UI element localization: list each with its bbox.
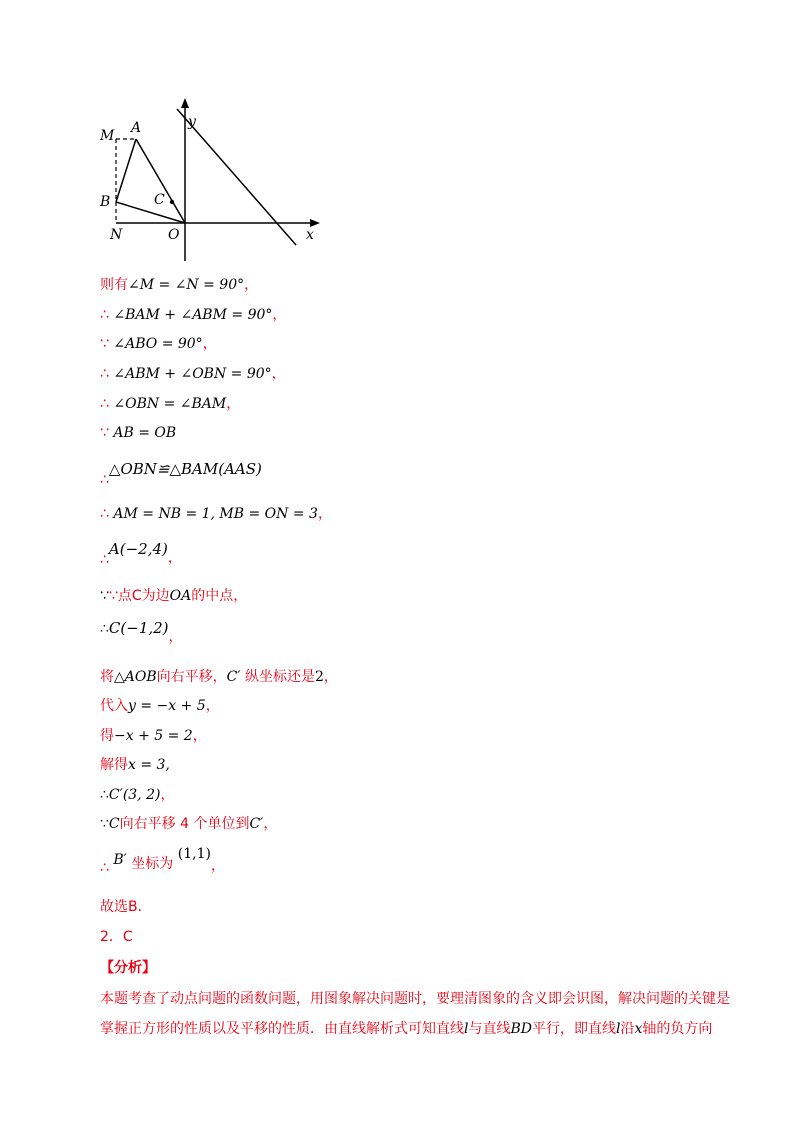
because-symbol: ∵	[100, 588, 109, 604]
math-l: l	[464, 1021, 469, 1037]
shift-num: 4	[180, 816, 190, 832]
label-y: y	[188, 114, 196, 130]
math-expression: ∠M = ∠N = 90°	[128, 277, 245, 293]
proof-line	[100, 275, 258, 295]
label-c: C	[154, 192, 165, 208]
translate-text: 向右平移，	[156, 669, 227, 685]
line-prefix: ∵	[100, 816, 109, 832]
math-bd: BD	[510, 1021, 532, 1037]
line-suffix: ，	[167, 550, 182, 566]
shift-end: 个单位到	[193, 816, 250, 832]
line-prefix: ∴	[100, 860, 109, 876]
proof-line	[100, 334, 217, 354]
proof-line	[100, 394, 240, 414]
math-expression: △OBN≌△BAM(AAS)	[108, 460, 262, 478]
proof-line	[100, 846, 225, 874]
line-suffix: ，	[205, 698, 220, 714]
line-suffix: ，	[168, 629, 183, 645]
math-expression: AB = OB	[113, 425, 177, 441]
value-two: 2	[315, 669, 324, 685]
proof-line	[100, 586, 247, 606]
line-suffix: ，	[192, 728, 207, 744]
math-expression: A(−2,4)	[108, 540, 168, 558]
label-a: A	[131, 120, 142, 136]
math-expression: ∠BAM + ∠ABM = 90°	[113, 307, 273, 323]
proof-line	[100, 364, 286, 384]
answer-choice: 故选B．	[100, 899, 152, 915]
line-prefix: ∴	[100, 366, 109, 382]
analysis-text: 本题考查了动点问题的函数问题，用图象解决问题时，要理清图象的含义即会识图，解决问题的关键是掌握正方形的性质以及平移的性质．由直线解析式可知直线	[100, 991, 730, 1037]
math-expression: −x + 5 = 2	[114, 728, 193, 744]
analysis-text-4: 沿	[620, 1021, 635, 1037]
coord-value: (1,1)	[177, 846, 211, 862]
math-expression: y = −x + 5	[128, 698, 206, 714]
math-l-2: l	[616, 1021, 621, 1037]
math-expression: B′	[113, 852, 127, 868]
line-suffix: ，	[317, 506, 332, 522]
label-m: M	[100, 128, 115, 144]
proof-line	[100, 696, 220, 716]
math-expression: x = 3,	[128, 757, 170, 773]
line-prefix: ∴	[100, 552, 109, 568]
proof-line	[100, 667, 338, 687]
proof-line	[100, 785, 174, 805]
line-suffix: ，	[226, 396, 241, 412]
proof-line	[100, 614, 183, 643]
line-prefix: ∴	[100, 506, 109, 522]
line-prefix: 解得	[100, 757, 128, 773]
line-suffix: ，	[263, 816, 278, 832]
math-expression: ∠OBN = ∠BAM	[113, 396, 227, 412]
math-expression: C′(3, 2)	[108, 787, 161, 803]
analysis-text-2: 与直线	[468, 1021, 511, 1037]
analysis-paragraph	[100, 984, 740, 1044]
question-number: 2．C	[100, 929, 133, 945]
point-c	[170, 200, 174, 204]
analysis-text-5: 轴的负方向	[642, 1021, 713, 1037]
proof-line	[100, 814, 277, 834]
math-expression: C	[108, 816, 120, 832]
proof-line	[100, 455, 262, 488]
proof-line	[100, 305, 286, 325]
line-prefix: ∵点	[108, 588, 132, 604]
x-axis-arrow	[310, 219, 320, 227]
label-n: N	[110, 227, 123, 243]
line-prefix: ∴	[100, 787, 109, 803]
line-suffix: ，	[323, 669, 338, 685]
proof-line	[100, 504, 332, 524]
line-prefix: ∴	[100, 307, 109, 323]
proof-line	[100, 755, 170, 775]
line-suffix: ，	[160, 787, 175, 803]
translate-end: 纵坐标还是	[245, 669, 315, 685]
line-prefix: 得	[100, 728, 114, 744]
proof-line	[100, 423, 176, 443]
math-expression: ∠ABO = 90°	[113, 336, 203, 352]
line-prefix: 则有	[100, 277, 128, 293]
math-c-prime: C′	[249, 816, 264, 832]
coord-text: 坐标为	[131, 856, 174, 872]
line-prefix: ∴	[100, 621, 109, 637]
proof-line	[100, 535, 182, 568]
coordinate-figure	[96, 96, 326, 266]
line-suffix: ，	[202, 336, 217, 352]
math-oa: OA	[169, 588, 192, 604]
line-prefix: ∴	[100, 472, 109, 488]
segment-ab	[116, 139, 136, 202]
line-prefix: 将	[100, 669, 114, 685]
math-expression: AM = NB = 1, MB = ON = 3	[113, 506, 318, 522]
label-x: x	[306, 227, 314, 243]
math-x: x	[634, 1021, 643, 1037]
midpoint-end: 的中点，	[191, 588, 248, 604]
midpoint-text: C为边	[131, 588, 170, 604]
proof-line	[100, 726, 207, 746]
analysis-text-3: 平行，即直线	[532, 1021, 616, 1037]
analysis-heading: 【分析】	[100, 960, 156, 976]
math-expression: C(−1,2)	[108, 619, 169, 637]
label-o: O	[168, 227, 180, 243]
line-suffix: ，	[244, 277, 259, 293]
line-suffix: ，	[272, 307, 287, 323]
line-prefix: ∵	[100, 336, 109, 352]
math-expression: △AOB	[114, 669, 157, 685]
shift-text: 向右平移	[119, 816, 176, 832]
line-suffix: ，	[210, 858, 225, 874]
math-expression: ∠ABM + ∠OBN = 90°	[113, 366, 272, 382]
math-c-prime: C′	[226, 669, 241, 685]
line-suffix: ，	[271, 366, 286, 382]
y-axis-arrow	[181, 98, 189, 108]
line-prefix: 代入	[100, 698, 128, 714]
label-b: B	[100, 194, 111, 210]
line-prefix: ∴	[100, 396, 109, 412]
line-prefix: ∵	[100, 425, 109, 441]
